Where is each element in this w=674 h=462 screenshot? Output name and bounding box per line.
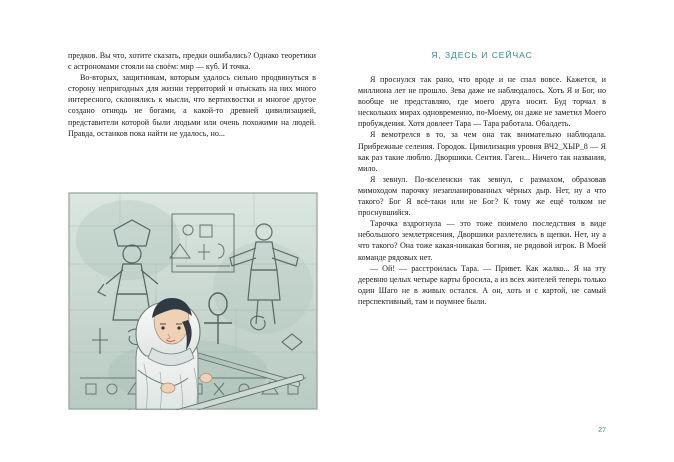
left-page-text-column [68,50,316,139]
right-paragraph-5: — Ой! — расстроилась Тара. — Привет. Как жалко... Я на эту деревню целых четыре карты бросила, а из всех жителей теперь только один Шаго не в живых остался. А он, хоть и с картой, не самый перспективный, там и поумнее были. [358,263,606,306]
right-page-text-column [358,50,606,307]
left-paragraph-1: предков. Вы что, хотите сказать, предки ошибались? Однако теоретики с астрономами стояли на своём: мир — куб. И точка. [68,51,316,72]
right-paragraph-1: Я проснулся так рано, что вроде и не спал вовсе. Кажется, и миллиона лет не прошло. Зева даже не наблюдалось. Хоть Я и Бог, но вообще не представляю, где моего друга носит. Буд торчал в нескольких мирах одновременно, по-Моему, он даже не заметил Моего пробуждения. Хотя довлеет Тара — Тара работала. Обалдеть. [358,75,606,129]
right-paragraph-3: Я зевнул. По-вселенски так зевнул, с размахом, образовав мимоходом парочку незапланированных чёрных дыр. Нет, ну а что такого? Бог Я всё-таки или не Бог? К тому же ещё толком не проснувшийся. [358,174,606,218]
right-paragraph-4: Тарочка вздрогнула — это тоже поимело последствия в виде небольшого землетрясения, Дворшики разлетелись в щепки. Нет, ну а что такого? Она тоже какая-никакая богиня, не рядовой игрок. В Моей команде рядовых нет. [358,219,606,262]
right-paragraph-2: Я вемотрелся в то, за чем она так внимательно наблюдала. Прибрежные селения. Городок. Цивилизация уровня ВЧ2_ХЫР_8 — Я как раз такие люблю. Дворшики. Сентия. Гаген... Ничего так названия, мило. [358,130,606,173]
illustration [68,192,318,410]
ancient-wall-relief-illustration [68,192,318,410]
page-number: 27 [598,427,606,434]
left-paragraph-2: Во-вторых, защитникам, которым удалось сильно продвинуться в сторону непригодных для жизни территорий и отыскать на них много интересного, склонялись к мысли, что вертихвостки и многое другое создано отнюдь не богами, а какой-то древней цивилизацией, представители которой были людьми или очень похожими на людей. Правда, останков пока найти не удалось, но... [68,73,316,138]
chapter-title: Я, ЗДЕСЬ И СЕЙЧАС [431,50,533,60]
